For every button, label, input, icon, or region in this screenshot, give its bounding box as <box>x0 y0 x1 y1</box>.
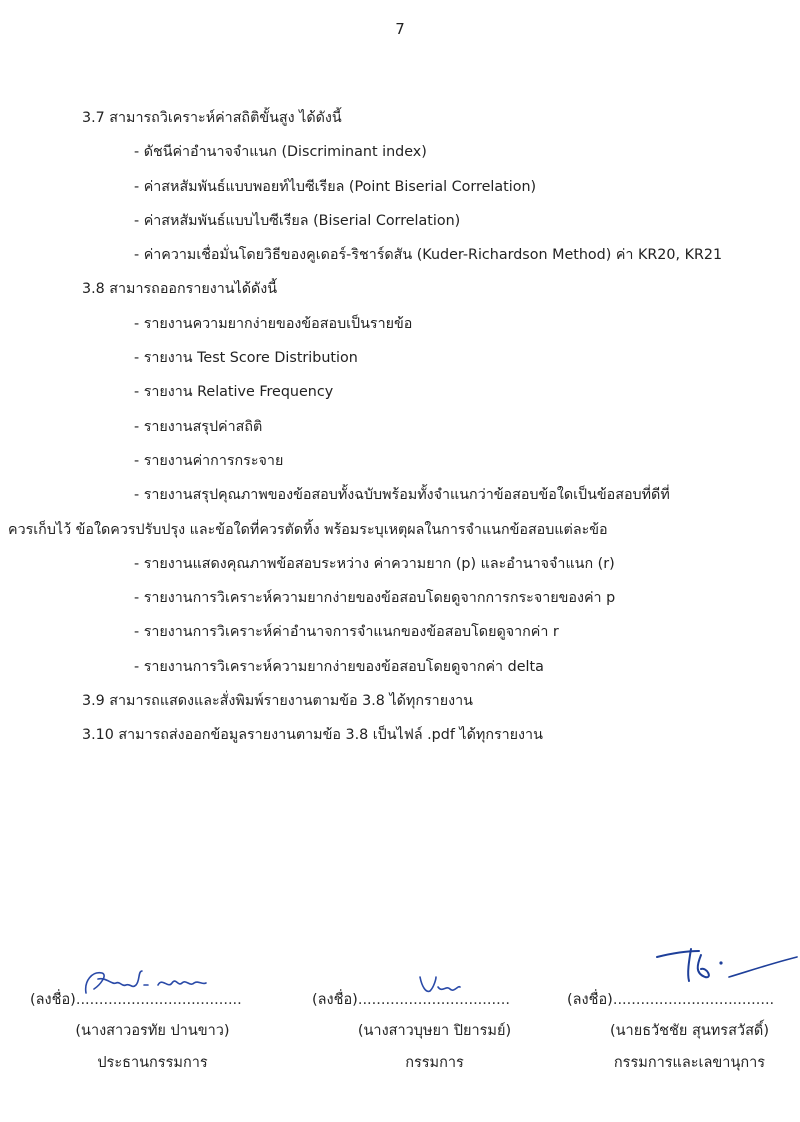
list-item: - รายงานความยากง่ายของข้อสอบเป็นรายข้อ <box>134 315 413 332</box>
signature-line <box>312 985 557 1015</box>
handwritten-signature-image <box>414 967 464 1001</box>
page-number: 7 <box>395 20 405 38</box>
section-heading-3-7: 3.7 สามารถวิเคราะห์ค่าสถิติขั้นสูง ได้ดังนี้ <box>82 110 342 126</box>
list-item: - รายงานค่าการกระจาย <box>134 452 284 469</box>
list-item: - ดัชนีค่าอำนาจจำแนก (Discriminant index) <box>134 144 427 161</box>
signature-dots: .................................... <box>75 992 242 1008</box>
signature-dots: ................................... <box>612 992 775 1008</box>
signature-block-member <box>312 985 557 1079</box>
list-item: - รายงานการวิเคราะห์ความยากง่ายของข้อสอบโดยดูจากการกระจายของค่า p <box>134 590 616 607</box>
document-body <box>0 101 800 753</box>
list-item: - รายงานการวิเคราะห์ค่าอำนาจการจำแนกของข้อสอบโดยดูจากค่า r <box>134 624 559 641</box>
handwritten-signature-image <box>78 963 218 1003</box>
signature-label: (ลงชื่อ) <box>312 992 358 1008</box>
signatory-name: (นายธวัชชัย สุนทรสวัสดิ์) <box>609 1023 769 1039</box>
signature-block-secretary <box>567 985 800 1079</box>
handwritten-signature-image <box>647 943 800 991</box>
list-item-continuation: ควรเก็บไว้ ข้อใดควรปรับปรุง และข้อใดที่ควรตัดทิ้ง พร้อมระบุเหตุผลในการจำแนกข้อสอบแต่ละข้อ <box>8 521 608 538</box>
list-item: - รายงานแสดงคุณภาพข้อสอบระหว่าง ค่าความยาก (p) และอำนาจจำแนก (r) <box>134 555 615 572</box>
list-item: - รายงาน Relative Frequency <box>134 384 334 401</box>
list-item: - ค่าสหสัมพันธ์แบบพอยท์ไบซีเรียล (Point Biserial Correlation) <box>134 178 537 195</box>
signature-label: (ลงชื่อ) <box>567 992 613 1008</box>
signature-block-chair <box>30 985 275 1079</box>
signatory-role: กรรมการ <box>405 1055 464 1071</box>
signatory-name: (นางสาวอรทัย ปานขาว) <box>75 1023 230 1039</box>
list-item: - รายงานการวิเคราะห์ความยากง่ายของข้อสอบโดยดูจากค่า delta <box>134 658 544 675</box>
signatory-role: ประธานกรรมการ <box>97 1055 208 1071</box>
section-heading-3-8: 3.8 สามารถออกรายงานได้ดังนี้ <box>82 281 278 298</box>
list-item: - ค่าความเชื่อมั่นโดยวิธีของคูเดอร์-ริชาร์ดสัน (Kuder-Richardson Method) ค่า KR20, KR21 <box>134 247 723 264</box>
signature-label: (ลงชื่อ) <box>30 992 76 1008</box>
list-item: - รายงานสรุปค่าสถิติ <box>134 418 263 435</box>
section-heading-3-10: 3.10 สามารถส่งออกข้อมูลรายงานตามข้อ 3.8 เป็นไฟล์ .pdf ได้ทุกรายงาน <box>82 727 543 744</box>
list-item: - รายงานสรุปคุณภาพของข้อสอบทั้งฉบับพร้อมทั้งจำแนกว่าข้อสอบข้อใดเป็นข้อสอบที่ดีที่ <box>134 487 670 504</box>
list-item: - ค่าสหสัมพันธ์แบบไบซีเรียล (Biserial Correlation) <box>134 212 461 229</box>
signature-dots: ................................. <box>357 992 510 1008</box>
signature-line <box>30 985 275 1015</box>
signatory-name: (นางสาวบุษยา ปิยารมย์) <box>357 1023 512 1039</box>
signatory-role: กรรมการและเลขานุการ <box>613 1055 766 1071</box>
signature-line <box>567 985 800 1015</box>
list-item: - รายงาน Test Score Distribution <box>134 350 358 367</box>
section-heading-3-9: 3.9 สามารถแสดงและสั่งพิมพ์รายงานตามข้อ 3.8 ได้ทุกรายงาน <box>82 693 473 710</box>
